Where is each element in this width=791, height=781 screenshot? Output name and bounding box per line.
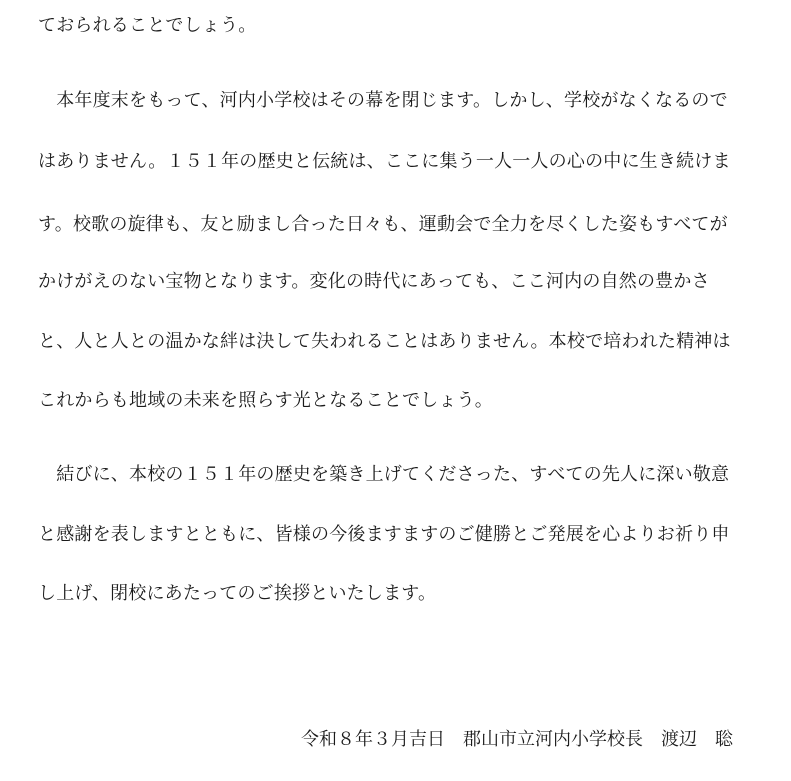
body-line-8: 結びに、本校の１５１年の歴史を築き上げてくださった、すべての先人に深い敬意 (38, 464, 730, 485)
body-line-4: す。校歌の旋律も、友と励まし合った日々も、運動会で全力を尽くした姿もすべてが (38, 214, 728, 235)
body-line-9: と感謝を表しますとともに、皆様の今後ますますのご健勝とご発展を心よりお祈り申 (38, 524, 730, 545)
body-line-7: これからも地域の未来を照らす光となることでしょう。 (38, 390, 493, 411)
signature-line: 令和８年３月吉日 郡山市立河内小学校長 渡辺 聡 (301, 729, 733, 750)
body-line-1: ておられることでしょう。 (38, 15, 257, 36)
body-line-3: はありません。１５１年の歴史と伝統は、ここに集う一人一人の心の中に生き続けま (38, 151, 731, 172)
body-line-10: し上げ、閉校にあたってのご挨拶といたします。 (38, 583, 437, 604)
body-line-6: と、人と人との温かな絆は決して失われることはありません。本校で培われた精神は (38, 331, 731, 352)
body-line-2: 本年度末をもって、河内小学校はその幕を閉じます。しかし、学校がなくなるので (38, 90, 728, 111)
body-line-5: かけがえのない宝物となります。変化の時代にあっても、ここ河内の自然の豊かさ (38, 271, 710, 292)
